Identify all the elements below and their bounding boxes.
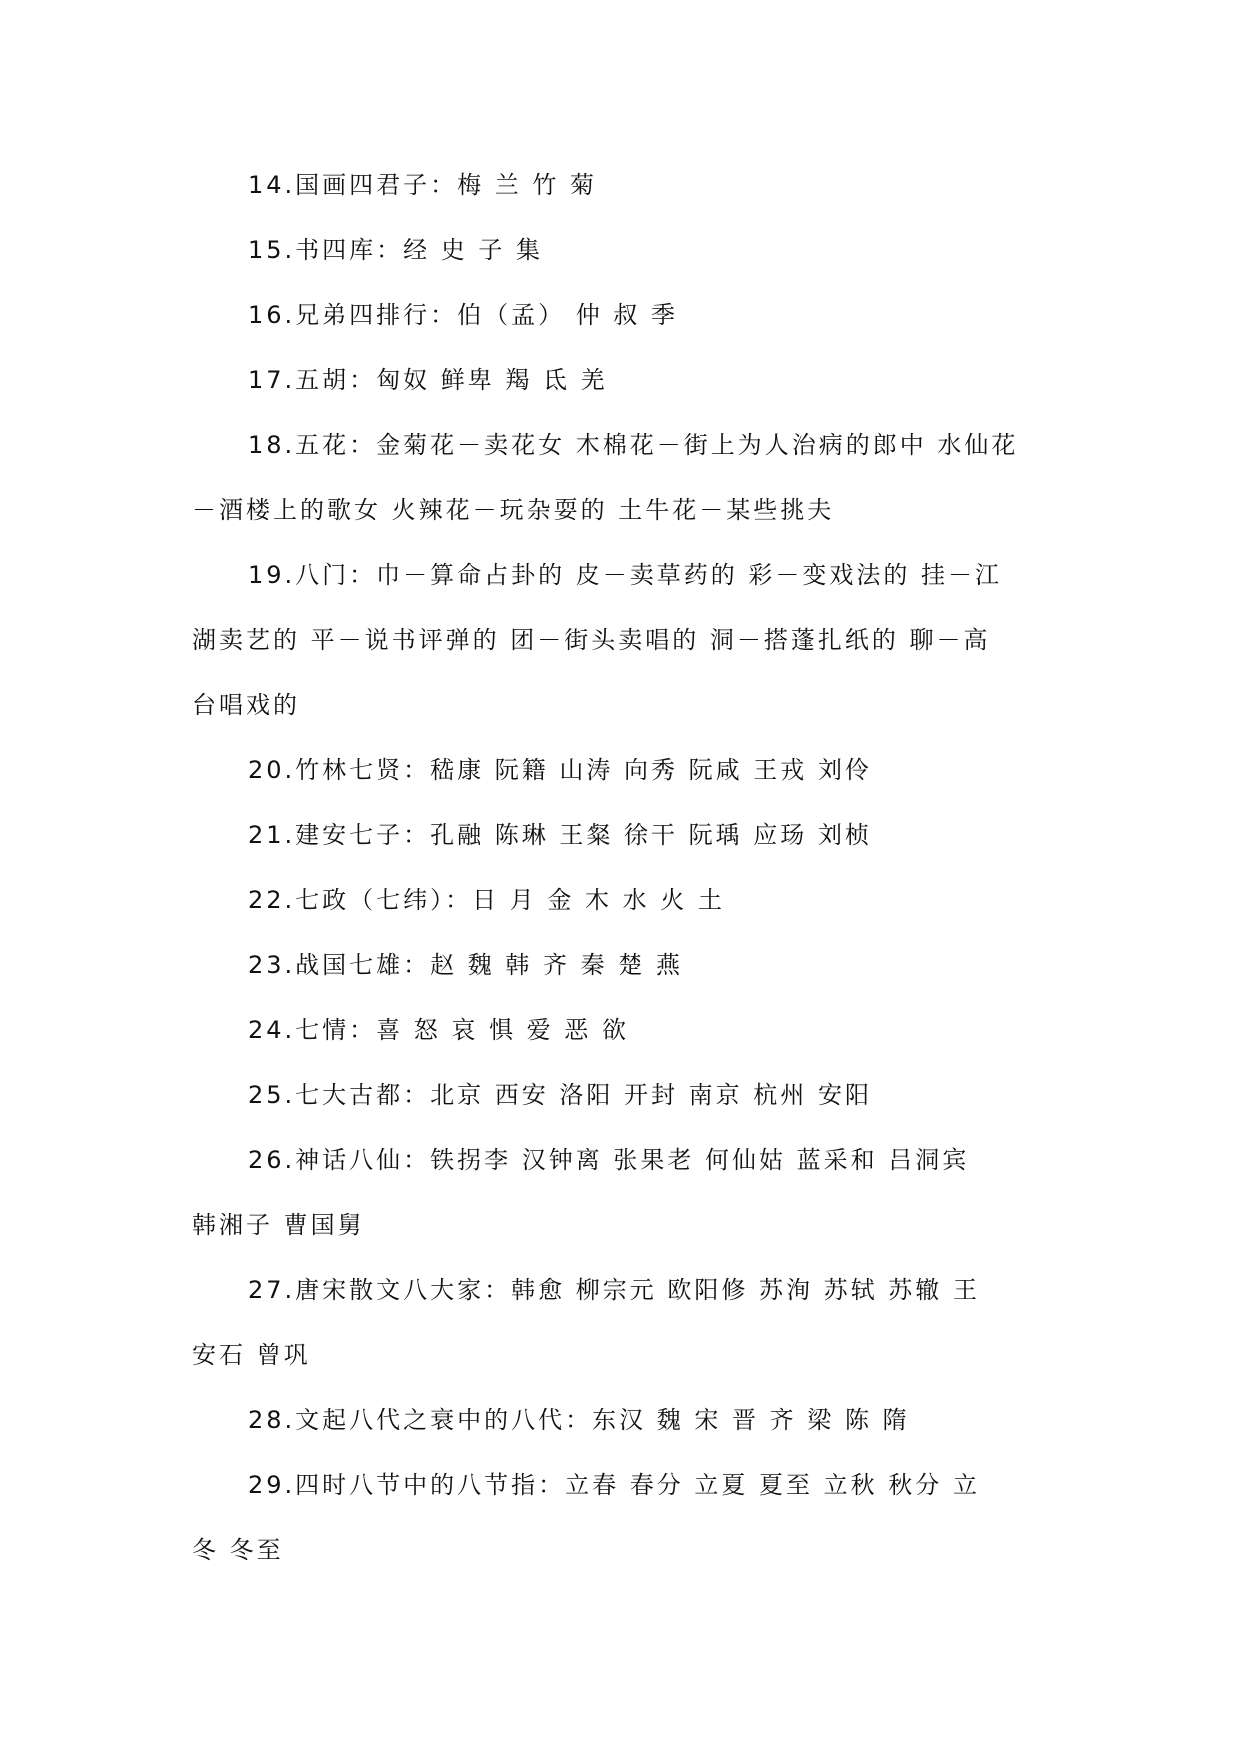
item-19-continuation-2: 台唱戏的 [192,691,300,719]
item-18-continuation: －酒楼上的歌女 火辣花－玩杂耍的 土牛花－某些挑夫 [192,496,835,524]
item-18-line: 18.五花：金菊花－卖花女 木棉花－街上为人治病的郎中 水仙花 [248,431,1019,459]
item-14-line: 14.国画四君子：梅 兰 竹 菊 [248,171,598,199]
item-22-line: 22.七政（七纬）：日 月 金 木 水 火 土 [248,886,725,914]
item-19-continuation: 湖卖艺的 平－说书评弹的 团－街头卖唱的 洞－搭蓬扎纸的 聊－高 [192,626,991,654]
item-15-line: 15.书四库：经 史 子 集 [248,236,544,264]
item-20-line: 20.竹林七贤：嵇康 阮籍 山涛 向秀 阮咸 王戎 刘伶 [248,756,872,784]
item-29-continuation: 冬 冬至 [192,1536,284,1564]
item-24-line: 24.七情：喜 怒 哀 惧 爱 恶 欲 [248,1016,629,1044]
item-17-line: 17.五胡：匈奴 鲜卑 羯 氐 羌 [248,366,608,394]
item-29-line: 29.四时八节中的八节指：立春 春分 立夏 夏至 立秋 秋分 立 [248,1471,980,1499]
item-27-line: 27.唐宋散文八大家：韩愈 柳宗元 欧阳修 苏洵 苏轼 苏辙 王 [248,1276,980,1304]
item-26-line: 26.神话八仙：铁拐李 汉钟离 张果老 何仙姑 蓝采和 吕洞宾 [248,1146,970,1174]
item-25-line: 25.七大古都：北京 西安 洛阳 开封 南京 杭州 安阳 [248,1081,872,1109]
item-21-line: 21.建安七子：孔融 陈琳 王粲 徐干 阮瑀 应玚 刘桢 [248,821,872,849]
item-26-continuation: 韩湘子 曹国舅 [192,1211,365,1239]
item-16-line: 16.兄弟四排行：伯（孟） 仲 叔 季 [248,301,679,329]
item-28-line: 28.文起八代之衰中的八代：东汉 魏 宋 晋 齐 梁 陈 隋 [248,1406,910,1434]
item-27-continuation: 安石 曾巩 [192,1341,311,1369]
item-23-line: 23.战国七雄：赵 魏 韩 齐 秦 楚 燕 [248,951,683,979]
item-19-line: 19.八门：巾－算命占卦的 皮－卖草药的 彩－变戏法的 挂－江 [248,561,1003,589]
